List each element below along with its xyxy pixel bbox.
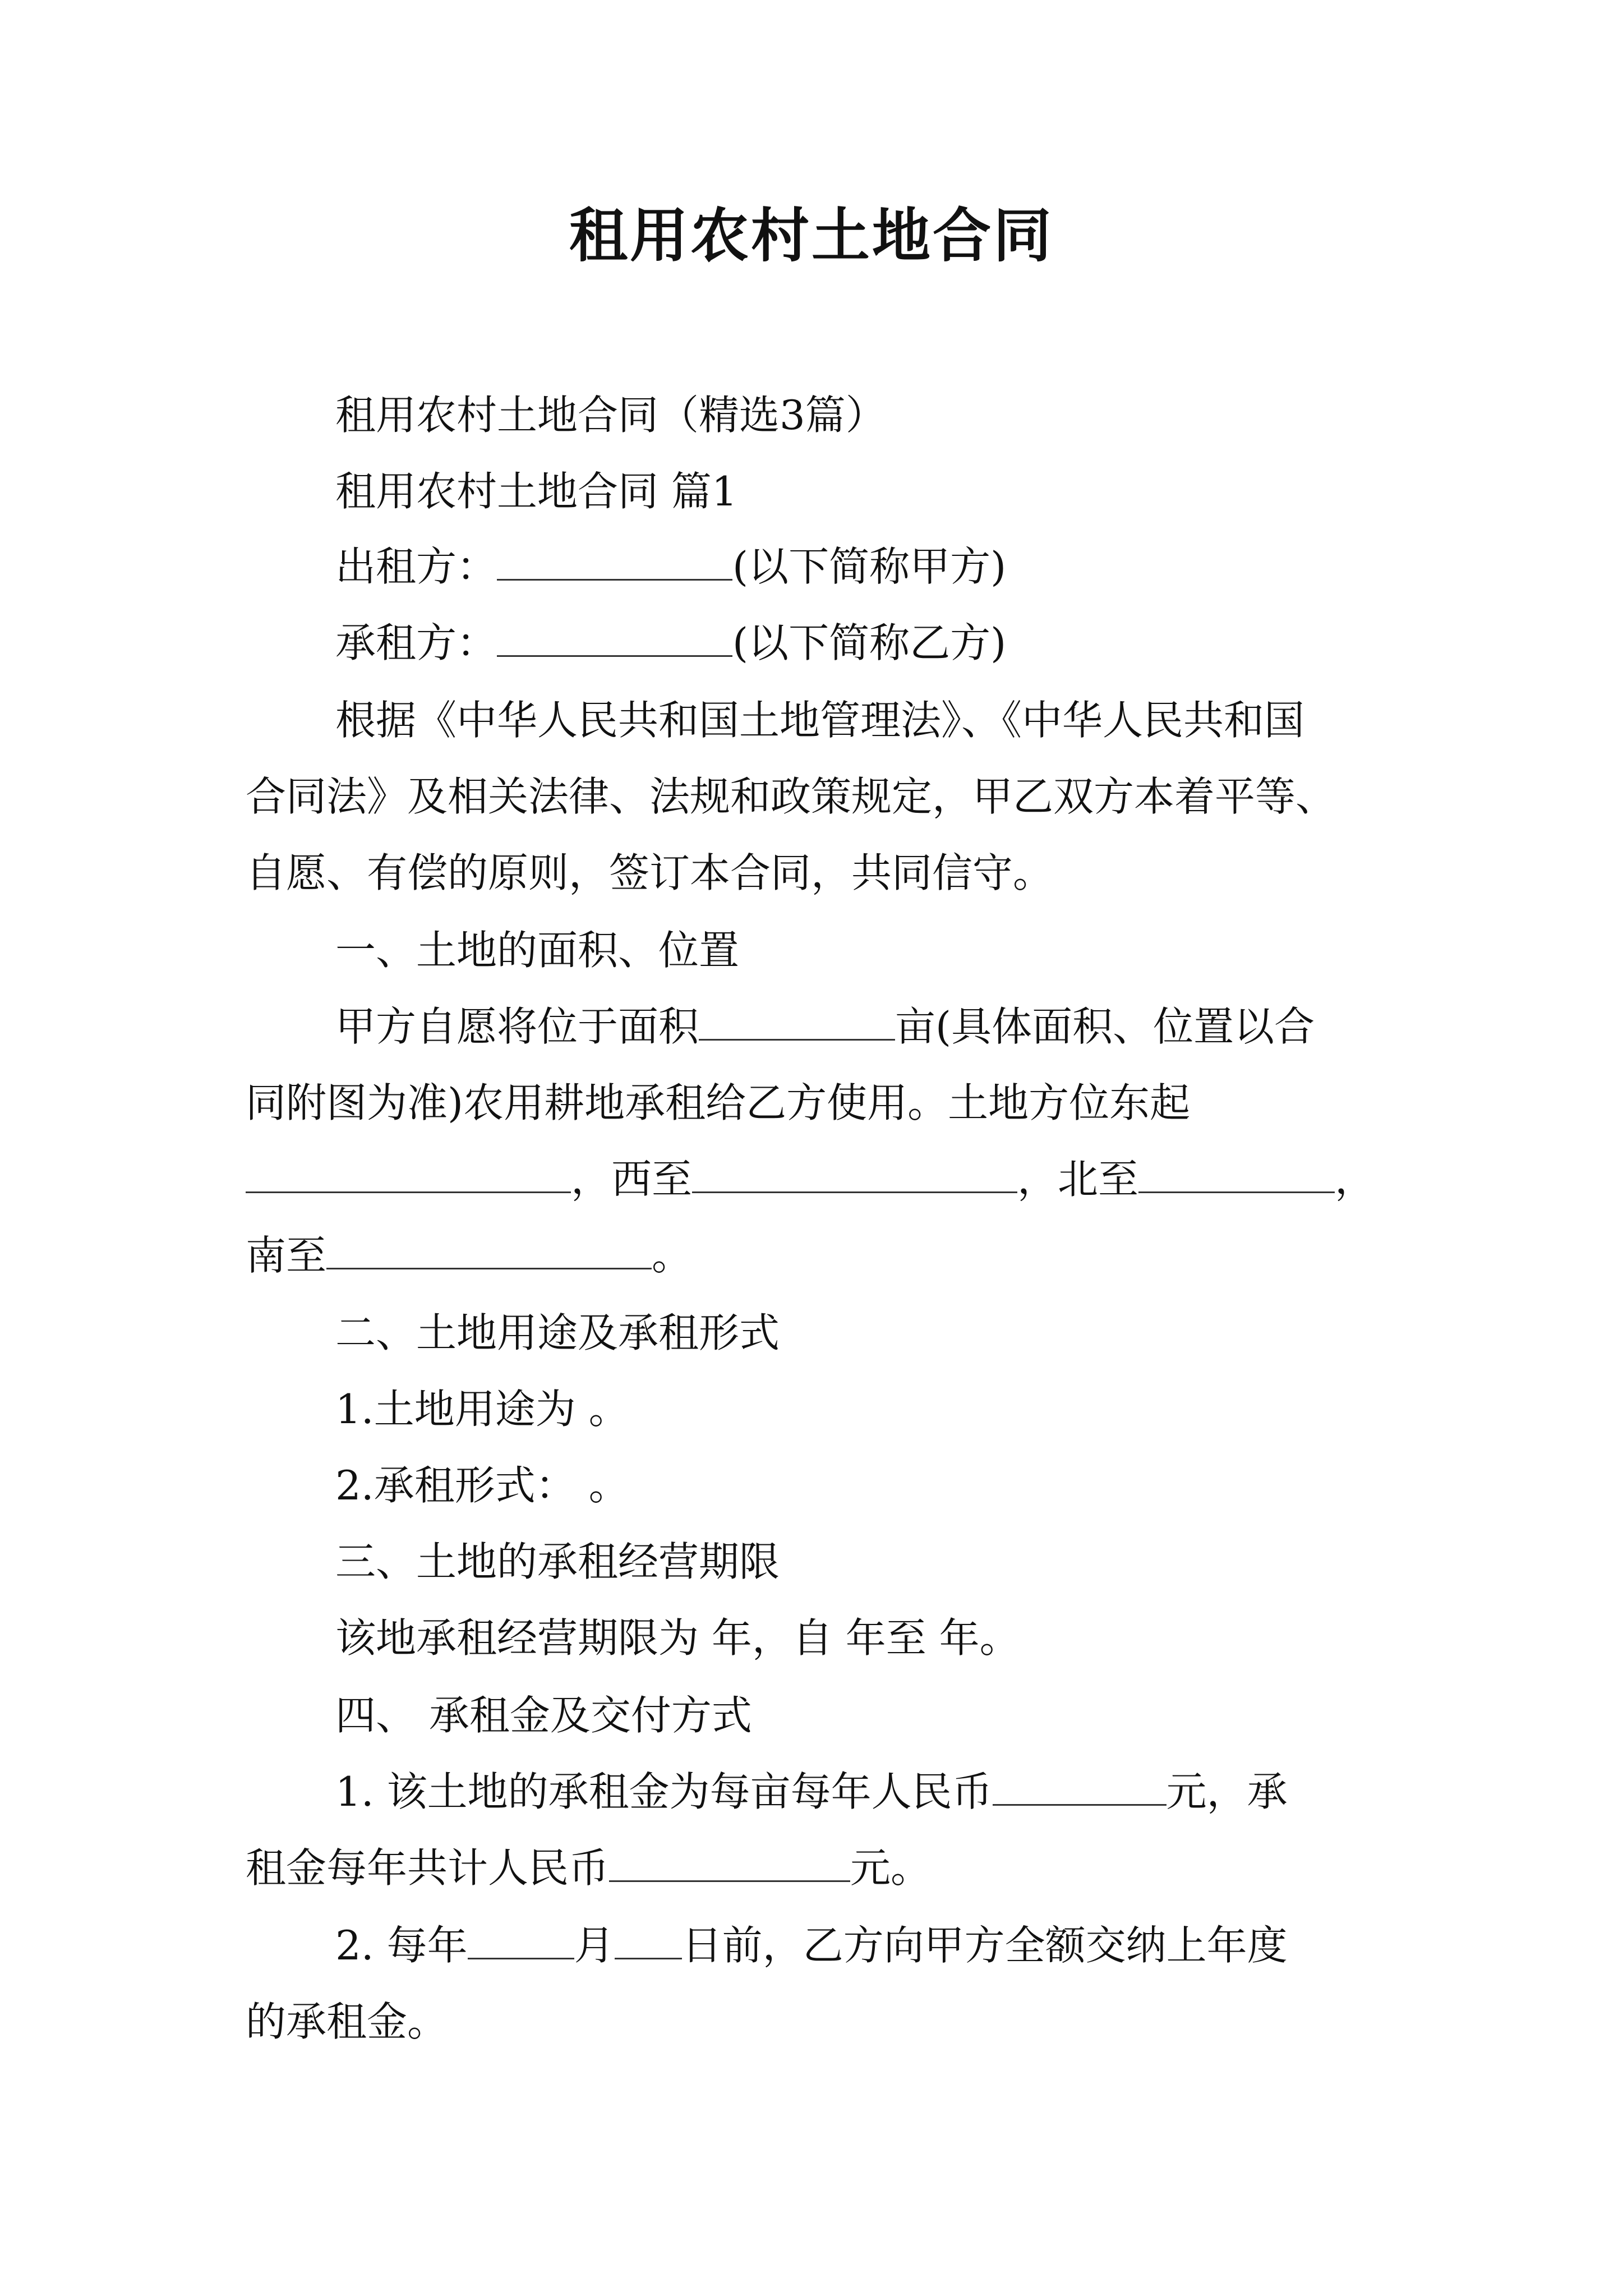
clause-heading-2-text: 二、土地用途及承租形式 — [335, 1309, 780, 1356]
west-label: ，西至 — [571, 1156, 693, 1203]
area-text-1a: 甲方自愿将位于面积 — [335, 1003, 699, 1050]
south-label: 南至 — [246, 1232, 327, 1279]
clause-heading-2 — [0, 1305, 1623, 1361]
clause-heading-4 — [0, 1687, 1623, 1743]
rent-text-1a: 1. 该土地的承租金为每亩每年人民币 — [335, 1768, 993, 1815]
south-end: 。 — [652, 1232, 693, 1279]
subtitle-text: 租用农村土地合同（精选3篇） — [335, 392, 886, 439]
lessee-line — [0, 615, 1623, 671]
clause-heading-1 — [0, 922, 1623, 978]
payment-month-blank — [468, 1920, 574, 1959]
east-blank — [246, 1153, 571, 1193]
clause-heading-3-text: 三、土地的承租经营期限 — [335, 1538, 780, 1585]
clause-heading-1-text: 一、土地的面积、位置 — [335, 927, 740, 974]
area-line-2 — [0, 1075, 1623, 1131]
lessee-label: 承租方： — [335, 619, 497, 666]
clause-heading-3 — [0, 1534, 1623, 1590]
intro-line-3 — [0, 845, 1623, 901]
area-blank — [699, 1001, 895, 1041]
rent-line-1 — [0, 1764, 1623, 1820]
lessor-line — [0, 539, 1623, 595]
payment-text-2: 的承租金。 — [246, 1998, 448, 2045]
lessee-blank — [497, 617, 732, 657]
use-text: 1.土地用途为 。 — [335, 1386, 629, 1433]
document-title: 租用农村土地合同 — [569, 201, 1054, 270]
intro-line-1 — [0, 692, 1623, 748]
area-line-1 — [0, 999, 1623, 1055]
area-line-3 — [0, 1151, 1623, 1207]
rent-line-2 — [0, 1840, 1623, 1896]
section-heading-text: 租用农村土地合同 篇1 — [335, 468, 737, 515]
clause-heading-4-text: 四、 承租金及交付方式 — [335, 1692, 752, 1739]
intro-line-2 — [0, 769, 1623, 825]
subtitle-line — [0, 387, 1623, 443]
rent-total-blank — [609, 1842, 850, 1882]
rent-per-mu-blank — [993, 1766, 1166, 1806]
area-text-1b: 亩(具体面积、位置以合 — [895, 1003, 1315, 1050]
lessor-suffix: (以下简称甲方) — [732, 543, 1007, 590]
south-blank — [326, 1230, 652, 1269]
payment-day-blank — [615, 1920, 682, 1959]
lessor-label: 出租方： — [335, 543, 497, 590]
north-label: ，北至 — [1017, 1156, 1139, 1203]
rent-text-1b: 元，承 — [1166, 1768, 1288, 1815]
intro-text-2: 合同法》及相关法律、法规和政策规定，甲乙双方本着平等、 — [246, 773, 1336, 820]
north-comma: ， — [1335, 1156, 1376, 1203]
area-text-2: 同附图为准)农用耕地承租给乙方使用。土地方位东起 — [246, 1079, 1191, 1126]
intro-text-3: 自愿、有偿的原则，签订本合同，共同信守。 — [246, 849, 1054, 896]
north-blank — [1138, 1153, 1335, 1193]
payment-line-1 — [0, 1917, 1623, 1973]
form-text: 2.承租形式： 。 — [335, 1462, 629, 1509]
payment-line-2 — [0, 1994, 1623, 2050]
area-line-4 — [0, 1227, 1623, 1283]
use-line — [0, 1381, 1623, 1437]
lessor-blank — [497, 541, 732, 581]
section-heading — [0, 463, 1623, 519]
west-blank — [692, 1153, 1017, 1193]
rent-text-2b: 元。 — [850, 1844, 932, 1892]
term-line — [0, 1610, 1623, 1666]
rent-text-2a: 租金每年共计人民币 — [246, 1844, 610, 1892]
payment-text-1a: 2. 每年 — [335, 1922, 468, 1969]
intro-text-1: 根据《中华人民共和国土地管理法》、《中华人民共和国 — [335, 697, 1305, 744]
lessee-suffix: (以下简称乙方) — [732, 619, 1007, 666]
payment-text-1c: 日前，乙方向甲方全额交纳上年度 — [681, 1922, 1288, 1969]
form-line — [0, 1457, 1623, 1513]
payment-text-1b: 月 — [574, 1922, 615, 1969]
term-text: 该地承租经营期限为 年，自 年至 年。 — [335, 1614, 1020, 1662]
